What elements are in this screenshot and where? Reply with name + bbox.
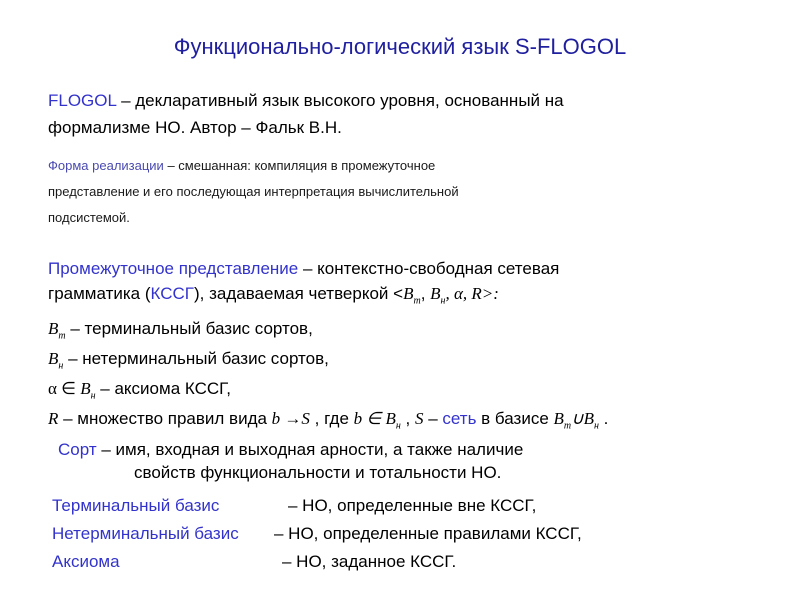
implementation-text-1: – смешанная: компиляция в промежуточное	[163, 158, 436, 173]
term-net: сеть	[442, 409, 477, 428]
glossary-terminal: Терминальный базис – НО, определенные вне КССГ,	[52, 496, 537, 515]
tuple-bt: $B_т$	[403, 284, 421, 307]
implementation-text-3: подсистемой.	[48, 210, 130, 225]
implementation-text-2: представление и его последующая интерпретация вычислительной	[48, 184, 459, 199]
sort-text-2: свойств функциональности и тотальности НО.	[134, 463, 502, 482]
paragraph-implementation	[48, 153, 459, 231]
flogol-text-1: – декларативный язык высокого уровня, основанный на	[116, 91, 564, 110]
intermediate-text-2a: грамматика (	[48, 284, 151, 303]
intermediate-text-2b: ), задаваемая четверкой <	[193, 284, 404, 303]
formula-union: $B_т\cup B_н$	[553, 409, 599, 432]
glossary-axiom: Аксиома – НО, заданное КССГ.	[52, 552, 457, 571]
sort-text-1: – имя, входная и выходная арности, а также наличие	[96, 440, 524, 459]
intermediate-text-1: – контекстно-свободная сетевая	[298, 259, 560, 278]
paragraph-flogol	[48, 87, 564, 141]
term-flogol: FLOGOL	[48, 91, 117, 110]
flogol-text-2: формализме НО. Автор – Фальк В.Н.	[48, 118, 342, 137]
glossary-nonterminal: Нетерминальный базис – НО, определенные правилами КССГ,	[52, 524, 582, 543]
paragraph-sort	[58, 438, 523, 484]
tuple-bn: $B_н$	[430, 284, 446, 307]
item-rules: R – множество правил вида b →S , где b ∈ $B_н$ , S – сеть в базисе $B_т\cup B_н$ .	[48, 409, 609, 432]
term-implementation-form: Форма реализации	[48, 158, 164, 173]
term-kssg: КССГ	[150, 284, 194, 303]
formula-rule: b →S	[271, 409, 310, 428]
term-sort: Сорт	[58, 440, 97, 459]
tuple-tail: , α, R>:	[445, 284, 499, 303]
paragraph-intermediate: Промежуточное представление – контекстно-свободная сетевая грамматика (КССГ), задаваемая четверкой $<B_т$, $B_н$, α, R>:	[48, 259, 560, 307]
definition-list	[48, 314, 608, 434]
item-terminal-basis: $B_т$ – терминальный базис сортов,	[48, 319, 313, 342]
formula-membership: b ∈ $B_н$	[353, 409, 401, 432]
glossary	[52, 492, 582, 576]
item-nonterminal-basis: $B_н$ – нетерминальный базис сортов,	[48, 349, 329, 372]
term-intermediate: Промежуточное представление	[48, 259, 299, 278]
slide-title: Функционально-логический язык S-FLOGOL	[173, 34, 627, 59]
item-axiom: α ∈ $B_н$ – аксиома КССГ,	[48, 379, 231, 402]
